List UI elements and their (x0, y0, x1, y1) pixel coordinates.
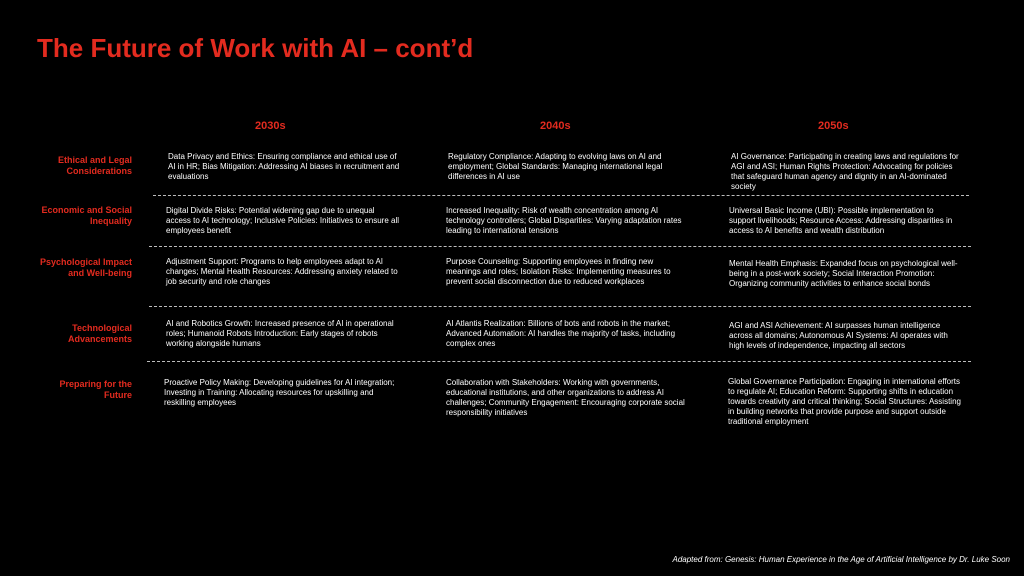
cell-preparing-2030s: Proactive Policy Making: Developing guidelines for AI integration; Investing in Training: Allocating resources for upskilling and reskilling employees (164, 378, 395, 407)
source-citation: Adapted from: Genesis: Human Experience in the Age of Artificial Intelligence by Dr. Luke Soon (672, 555, 1010, 564)
cell-economic-2050s: Universal Basic Income (UBI): Possible implementation to support livelihoods; Resource Access: Addressing disparities in access to AI benefits and wealth distribution (729, 206, 953, 235)
cell-psychological-2030s: Adjustment Support: Programs to help employees adapt to AI changes; Mental Health Resources: Addressing anxiety related to job security and role changes (166, 257, 398, 286)
row-separator (153, 195, 969, 196)
row-label-economic-social: Economic and Social Inequality (41, 205, 132, 226)
cell-technological-2030s: AI and Robotics Growth: Increased presence of AI in operational roles; Humanoid Robots Introduction: Early stages of robots working alongside humans (166, 319, 394, 348)
cell-psychological-2040s: Purpose Counseling: Supporting employees in finding new meanings and roles; Isolation Risks: Implementing measures to prevent social disconnection due to reduced workplaces (446, 257, 671, 286)
row-separator (149, 246, 971, 247)
column-header-2030s: 2030s (255, 120, 286, 132)
cell-preparing-2050s: Global Governance Participation: Engaging in international efforts to regulate AI; Education Reform: Supporting shifts in education towards creativity and critical thinking; Social Structures: Assisting in building networks that provide purpose and support outside traditional employment (728, 377, 961, 426)
cell-economic-2040s: Increased Inequality: Risk of wealth concentration among AI technology controllers; Global Disparities: Varying adaptation rates leading to international tensions (446, 206, 682, 235)
column-header-2040s: 2040s (540, 120, 571, 132)
row-label-technological: Technological Advancements (67, 323, 132, 344)
cell-technological-2050s: AGI and ASI Achievement: AI surpasses human intelligence across all domains; Autonomous AI Systems: AI operates with high levels of independence, impacting all sectors (729, 321, 948, 350)
slide-title: The Future of Work with AI – cont’d (37, 33, 474, 63)
cell-preparing-2040s: Collaboration with Stakeholders: Working with governments, educational institutions, and other organizations to address AI challenges; Community Engagement: Encouraging corporate social responsibility initiatives (446, 378, 685, 417)
cell-ethical-2030s: Data Privacy and Ethics: Ensuring compliance and ethical use of AI in HR; Bias Mitigation: Addressing AI biases in recruitment and evaluations (168, 152, 400, 181)
cell-ethical-2050s: AI Governance: Participating in creating laws and regulations for AGI and ASI; Human Rights Protection: Advocating for policies that safeguard human agency and dignity in an AI-dominated society (731, 152, 959, 191)
column-header-2050s: 2050s (818, 120, 849, 132)
row-label-psychological: Psychological Impact and Well-being (39, 257, 132, 278)
cell-technological-2040s: AI Atlantis Realization: Billions of bots and robots in the market; Advanced Automation: AI handles the majority of tasks, including complex ones (446, 319, 676, 348)
cell-psychological-2050s: Mental Health Emphasis: Expanded focus on psychological well-being in a post-work society; Social Interaction Promotion: Organizing community activities to enhance social bonds (729, 259, 958, 288)
row-separator (149, 306, 971, 307)
row-label-preparing: Preparing for the Future (59, 379, 132, 400)
row-separator (147, 361, 971, 362)
cell-ethical-2040s: Regulatory Compliance: Adapting to evolving laws on AI and employment; Global Standards: Managing international legal differences in AI use (448, 152, 663, 181)
cell-economic-2030s: Digital Divide Risks: Potential widening gap due to unequal access to AI technology; Inclusive Policies: Initiatives to ensure all employees benefit (166, 206, 400, 235)
row-label-ethical-legal: Ethical and Legal Considerations (57, 155, 132, 176)
